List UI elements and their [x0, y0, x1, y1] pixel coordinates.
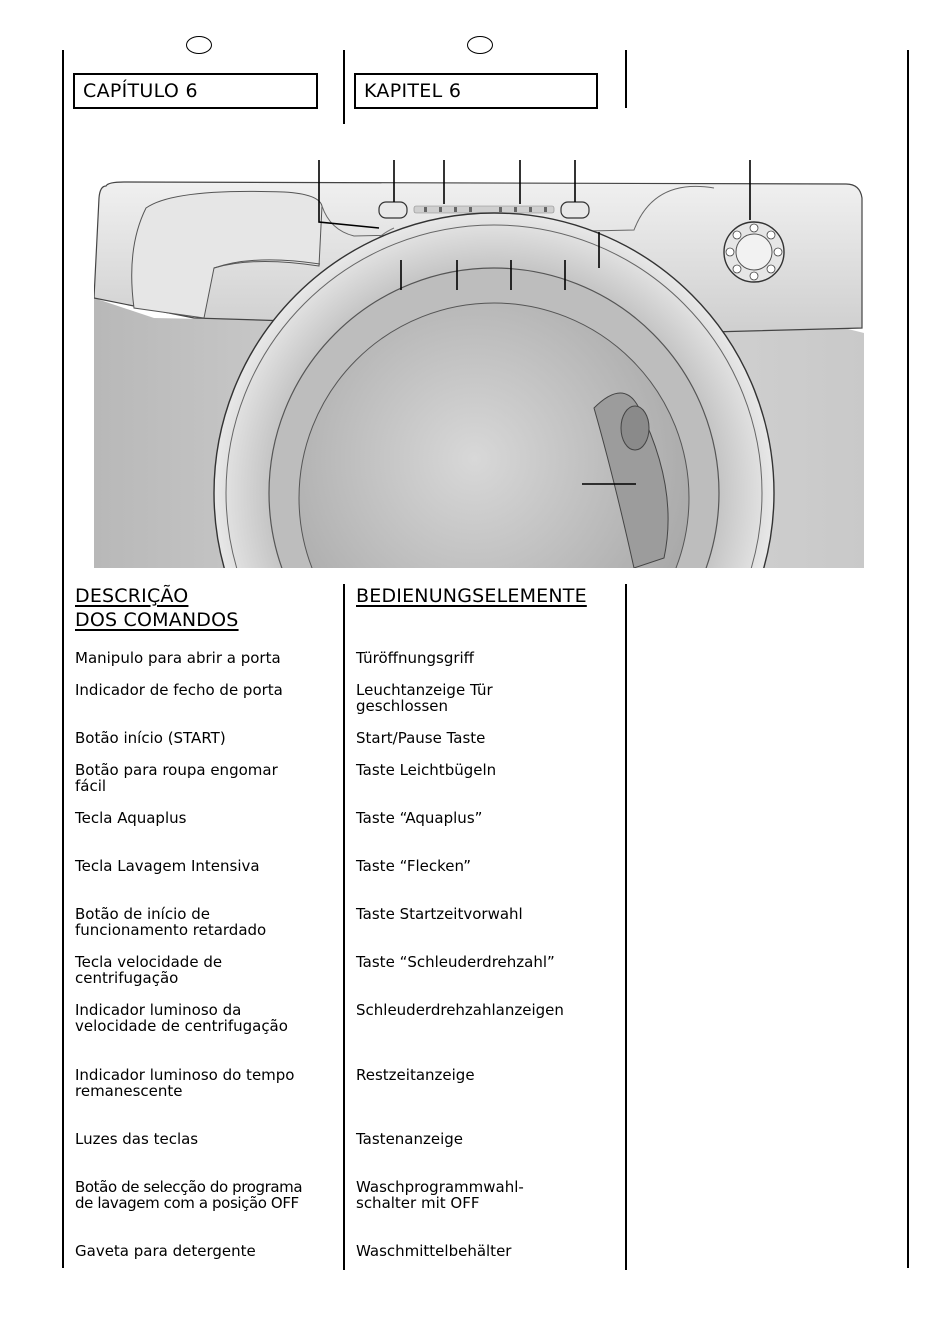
item-de-8: Taste “Schleuderdrehzahl” [356, 953, 555, 971]
item-pt-4: Botão para roupa engomar fácil [75, 761, 278, 795]
item-de-13: Waschmittelbehälter [356, 1242, 512, 1260]
item-pt-7: Botão de início de funcionamento retardado [75, 905, 267, 939]
separator-line-2-top [625, 50, 627, 108]
indicator-display-strip [414, 206, 554, 213]
item-de-3: Start/Pause Taste [356, 729, 486, 747]
separator-line-2-bottom [625, 584, 627, 1270]
program-selector-knob [724, 222, 784, 282]
spin-speed-button [379, 202, 407, 218]
item-de-2: Leuchtanzeige Tür geschlossen [356, 681, 493, 715]
item-de-7: Taste Startzeitvorwahl [356, 905, 523, 923]
item-de-5: Taste “Aquaplus” [356, 809, 483, 827]
item-pt-2: Indicador de fecho de porta [75, 681, 283, 699]
language-flag-circle-de [467, 36, 493, 54]
item-pt-6: Tecla Lavagem Intensiva [75, 857, 260, 875]
chapter-title-pt: CAPÍTULO 6 [73, 73, 318, 109]
item-de-4: Taste Leichtbügeln [356, 761, 497, 779]
item-pt-5: Tecla Aquaplus [75, 809, 187, 827]
right-margin-line [907, 50, 909, 1268]
separator-line-1-bottom [343, 584, 345, 1270]
separator-line-1-top [343, 50, 345, 124]
washing-machine-illustration [94, 158, 864, 568]
item-de-10: Restzeitanzeige [356, 1066, 475, 1084]
item-pt-10: Indicador luminoso do tempo remanescente [75, 1066, 295, 1100]
section-heading-de: BEDIENUNGSELEMENTE [356, 585, 587, 607]
item-pt-8: Tecla velocidade de centrifugação [75, 953, 223, 987]
start-pause-button [561, 202, 589, 218]
item-de-11: Tastenanzeige [356, 1130, 464, 1148]
item-de-12: Waschprogrammwahl- schalter mit OFF [356, 1178, 524, 1212]
item-pt-13: Gaveta para detergente [75, 1242, 256, 1260]
chapter-title-de: KAPITEL 6 [354, 73, 598, 109]
item-pt-3: Botão início (START) [75, 729, 226, 747]
left-margin-line [62, 50, 64, 1268]
item-de-1: Türöffnungsgriff [356, 649, 475, 667]
section-heading-pt-line2: DOS COMANDOS [75, 609, 239, 631]
item-pt-12: Botão de selecção do programa de lavagem com a posição OFF [75, 1178, 303, 1212]
item-pt-11: Luzes das teclas [75, 1130, 199, 1148]
item-pt-1: Manipulo para abrir a porta [75, 649, 281, 667]
item-de-9: Schleuderdrehzahlanzeigen [356, 1001, 564, 1019]
section-heading-pt-line1: DESCRIÇÃO [75, 585, 189, 607]
language-flag-circle-pt [186, 36, 212, 54]
item-pt-9: Indicador luminoso da velocidade de centrifugação [75, 1001, 288, 1035]
item-de-6: Taste “Flecken” [356, 857, 471, 875]
